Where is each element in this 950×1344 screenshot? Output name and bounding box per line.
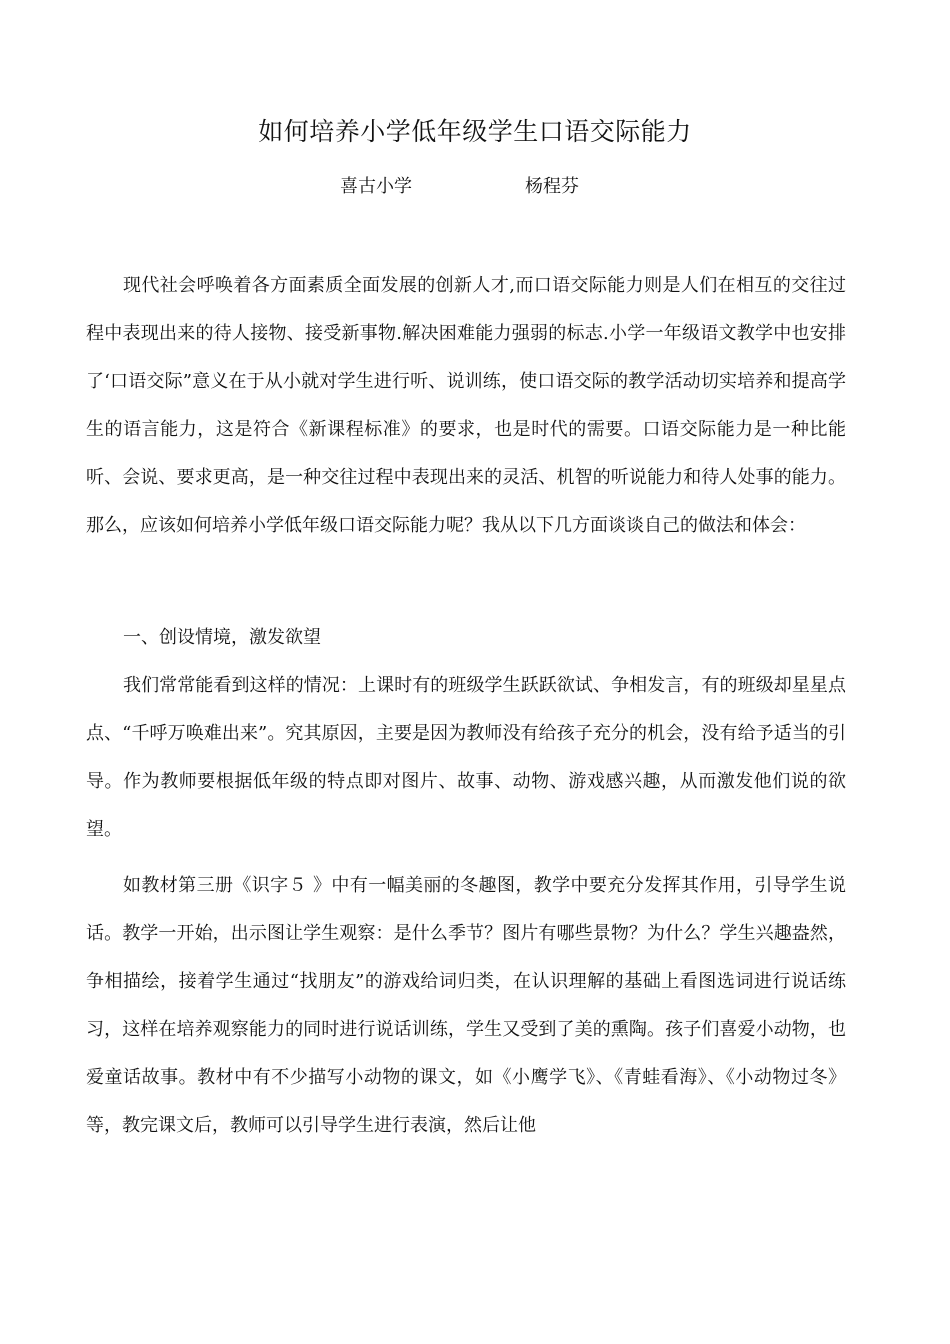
section-heading-1: 一、创设情境，激发欲望 bbox=[123, 627, 321, 648]
paragraph-intro: 现代社会呼唤着各方面素质全面发展的创新人才,而口语交际能力则是人们在相互的交往过程中表现出来的待人接物、接受新事物.解决困难能力强弱的标志.小学一年级语文教学中也安排了‘口语交际”意义在于从小就对学生进行听、说训练，使口语交际的教学活动切实培养和提高学生的语言能力，这是符合《新课程标准》的要求，也是时代的需要。口语交际能力是一种比能听、会说、要求更高，是一种交往过程中表现出来的灵活、机智的听说能力和待人处事的能力。那么，应该如何培养小学低年级口语交际能力呢？我从以下几方面谈谈自己的做法和体会： bbox=[86, 275, 846, 536]
paragraph-example: 如教材第三册《识字５ 》中有一幅美丽的冬趣图，教学中要充分发挥其作用，引导学生说话。教学一开始，出示图让学生观察：是什么季节？图片有哪些景物？为什么？学生兴趣盎然，争相描绘，接着学生通过“找朋友”的游戏给词归类，在认识理解的基础上看图选词进行说话练习，这样在培养观察能力的同时进行说话训练，学生又受到了美的熏陶。孩子们喜爱小动物，也爱童话故事。教材中有不少描写小动物的课文，如《小鹰学飞》、《青蛙看海》、《小动物过冬》等，教完课文后，教师可以引导学生进行表演，然后让他 bbox=[86, 875, 846, 1136]
document-title: 如何培养小学低年级学生口语交际能力 bbox=[258, 117, 692, 146]
paragraph-situation: 我们常常能看到这样的情况：上课时有的班级学生跃跃欲试、争相发言，有的班级却星星点点、“千呼万唤难出来”。究其原因，主要是因为教师没有给孩子充分的机会，没有给予适当的引导。作为教师要根据低年级的特点即对图片、故事、动物、游戏感兴趣，从而激发他们说的欲望。 bbox=[86, 675, 846, 840]
author-name: 杨程芬 bbox=[525, 176, 579, 197]
school-name: 喜古小学 bbox=[340, 176, 412, 197]
